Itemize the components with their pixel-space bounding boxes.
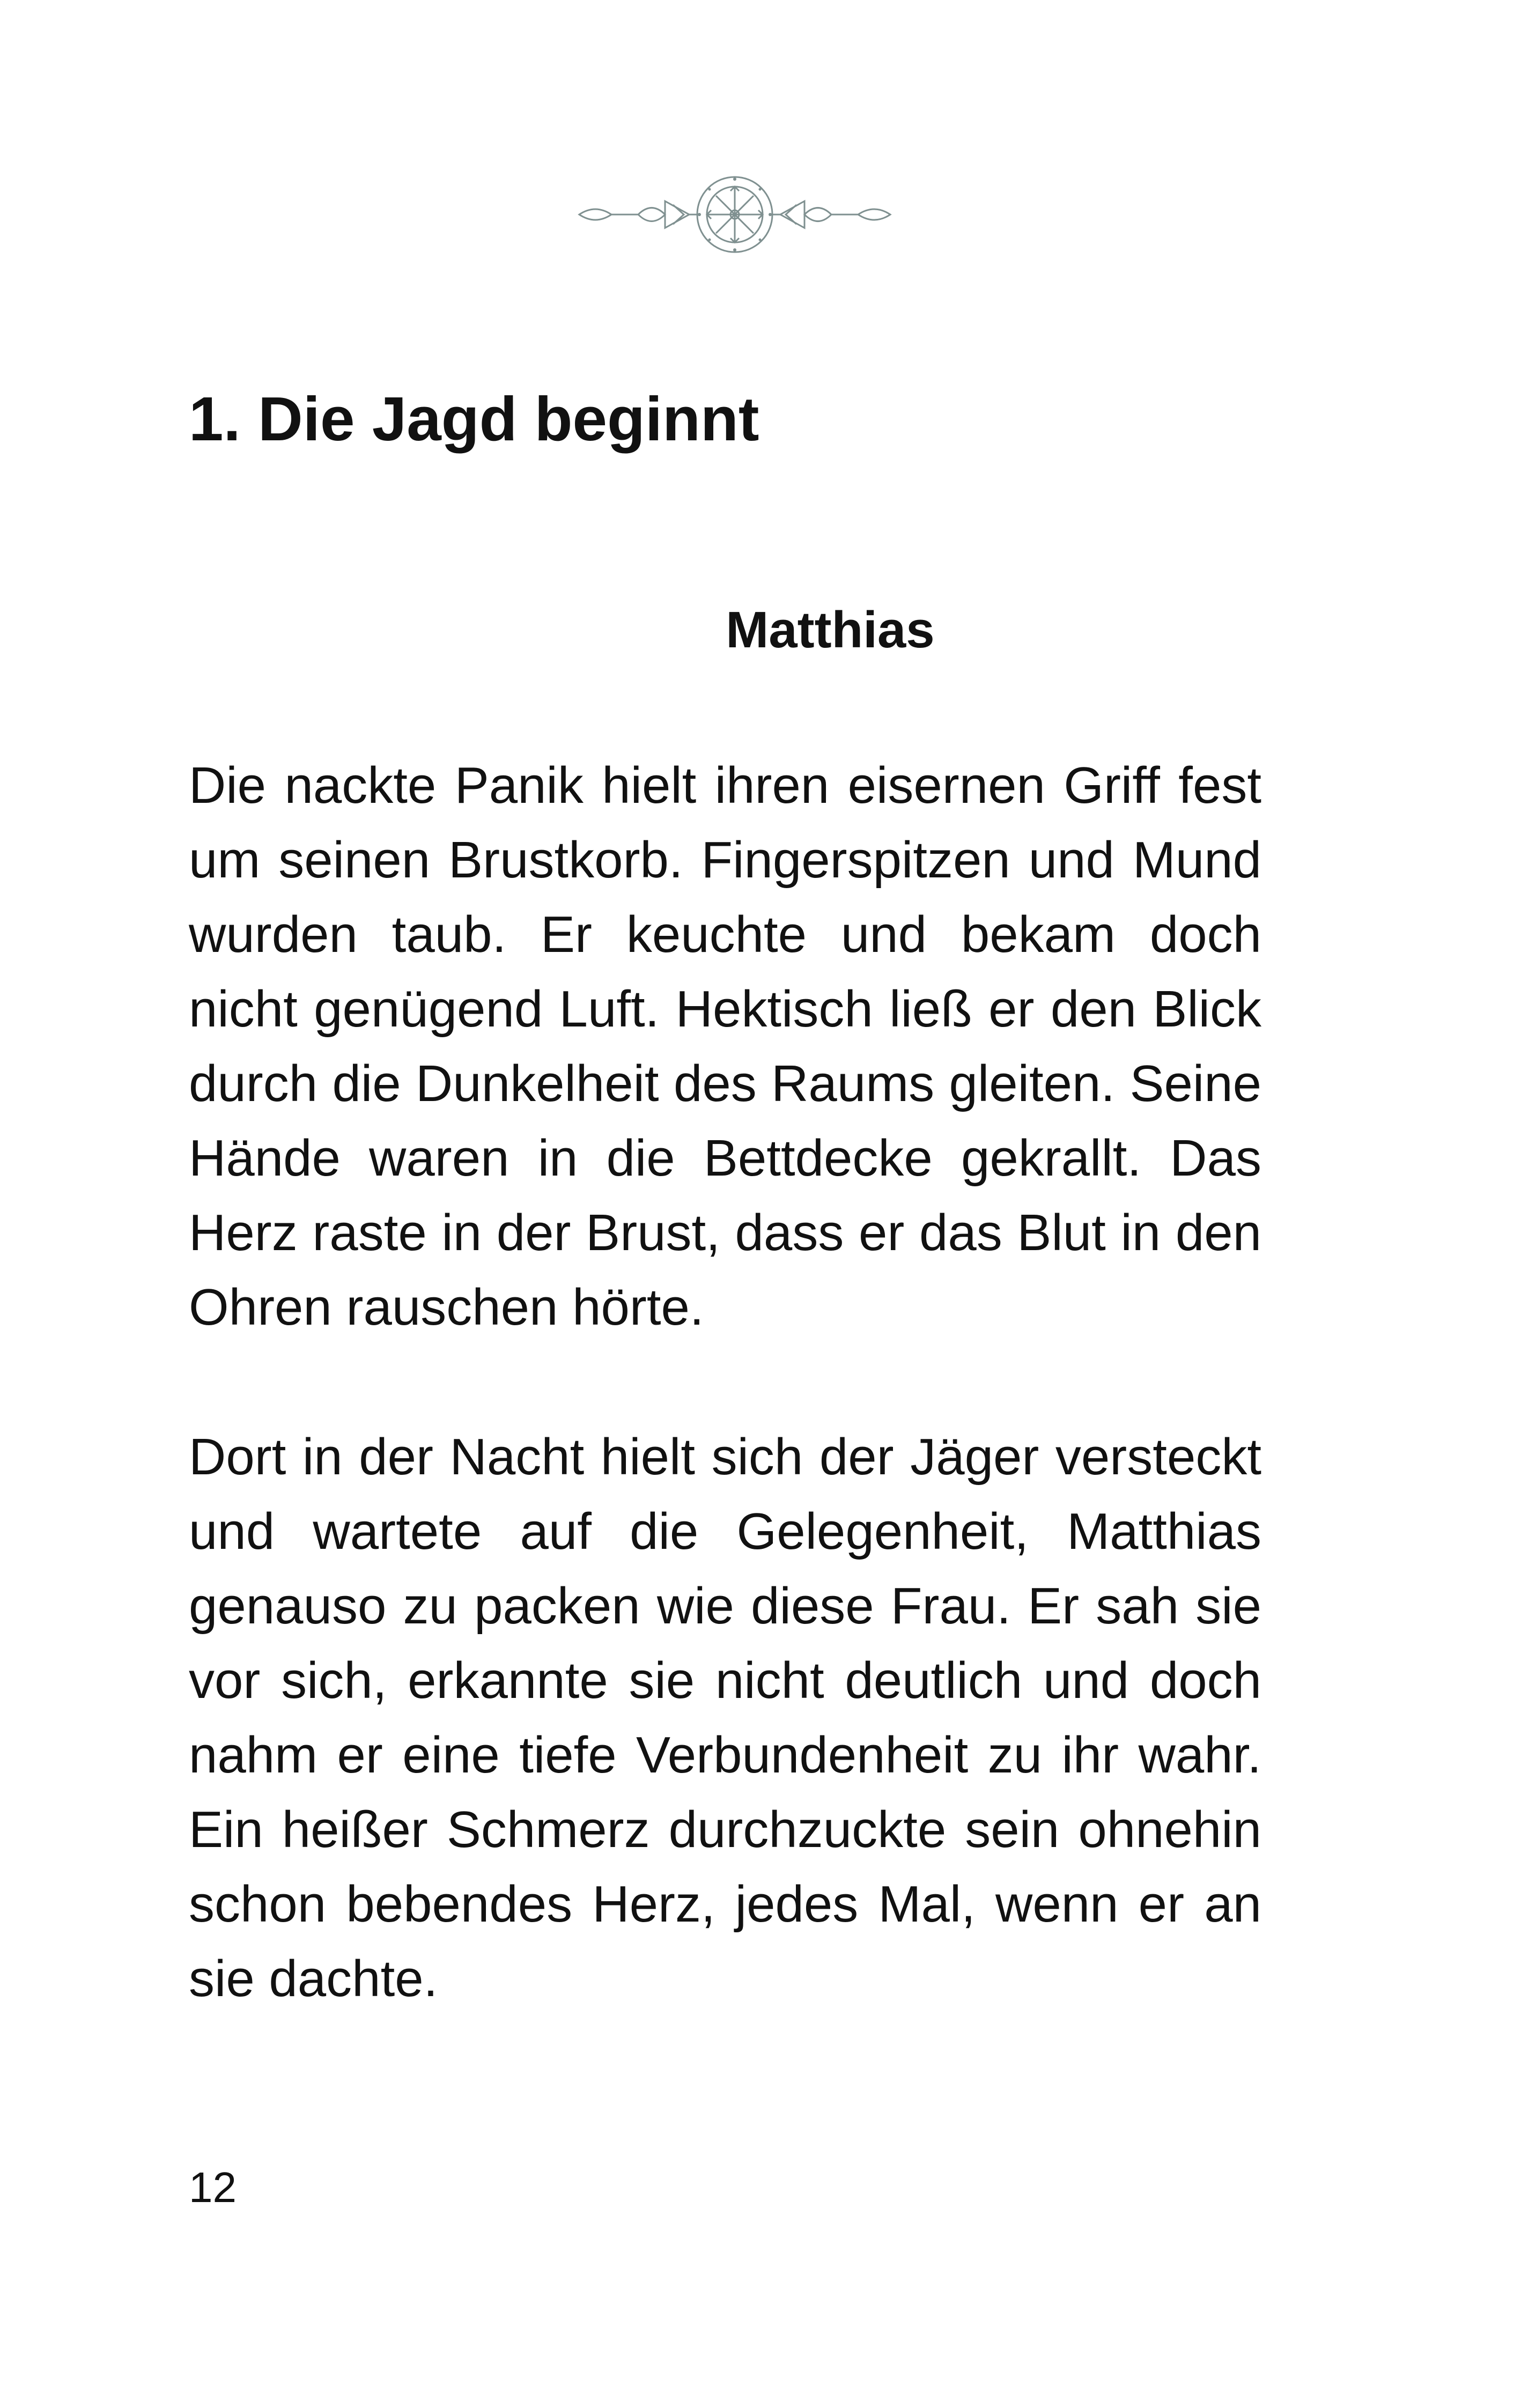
chapter-title: 1. Die Jagd beginnt <box>189 384 759 454</box>
page-number: 12 <box>189 2163 237 2211</box>
paragraph: Die nackte Panik hielt ihren eisernen Griff fest um seinen Brustkorb. Fingerspitzen und Mund wurden taub. Er keuchte und bekam doch nicht genügend Luft. Hektisch ließ er den Blick durch die Dunkelheit des Raums gleiten. Seine Hände waren in die Bettdecke gekrallt. Das Herz raste in der Brust, dass er das Blut in den Ohren rauschen hörte. <box>189 757 1261 1336</box>
body-text <box>189 748 1261 2091</box>
pov-character-name: Matthias <box>726 601 935 659</box>
norse-compass-ornament-icon <box>574 172 896 257</box>
paragraph: Dort in der Nacht hielt sich der Jäger versteckt und wartete auf die Gelegenheit, Matthias genauso zu packen wie diese Frau. Er sah sie vor sich, erkannte sie nicht deutlich und doch nahm er eine tiefe Verbundenheit zu ihr wahr. Ein heißer Schmerz durchzuckte sein ohnehin schon bebendes Herz, jedes Mal, wenn er an sie dachte. <box>189 1428 1261 2007</box>
